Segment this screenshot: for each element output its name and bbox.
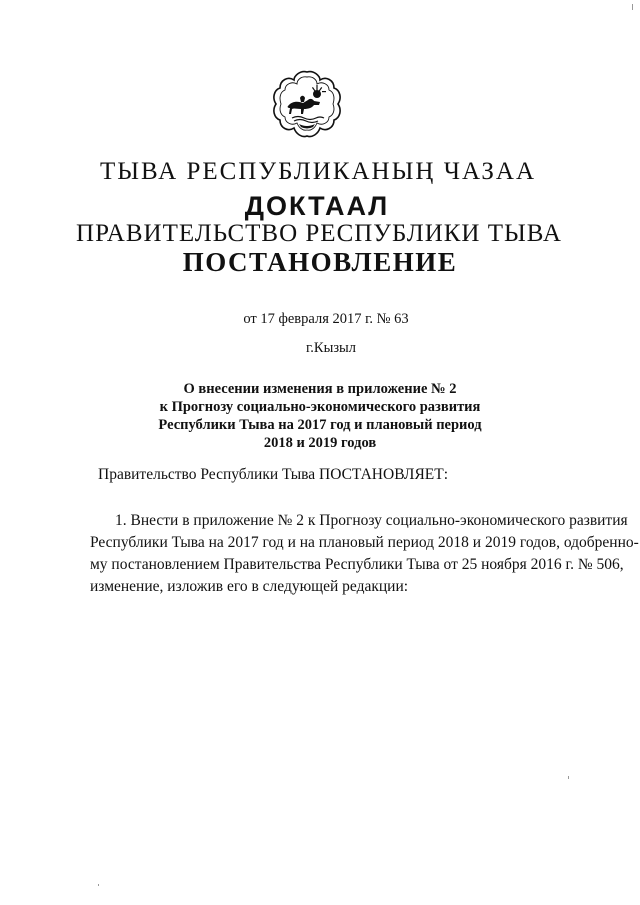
document-title: [0, 380, 640, 452]
scan-mark: [98, 884, 99, 886]
title-line: О внесении изменения в приложение № 2: [183, 381, 457, 397]
header-resolution: ПОСТАНОВЛЕНИЕ: [182, 247, 458, 277]
header-doktaal: ДОКТААЛ: [244, 191, 390, 221]
coat-of-arms-tuva-icon: [270, 68, 344, 140]
paragraph-line: Республики Тыва на 2017 год и на плановый период 2018 и 2019 годов, одобренно-: [90, 534, 639, 551]
scan-mark: [568, 776, 569, 779]
paragraph-line: изменение, изложив его в следующей редакции:: [90, 578, 409, 595]
scan-mark: [632, 4, 633, 10]
document-date: от 17 февраля 2017 г. № 63: [243, 311, 409, 327]
title-line: к Прогнозу социально-экономического развития: [159, 399, 481, 415]
body-paragraph: [90, 510, 639, 598]
title-line: Республики Тыва на 2017 год и плановый период: [158, 417, 482, 433]
header-government: ПРАВИТЕЛЬСТВО РЕСПУБЛИКИ ТЫВА: [76, 220, 562, 247]
header-tuvan-government: ТЫВА РЕСПУБЛИКАНЫҢ ЧАЗАА: [99, 158, 537, 185]
title-line: 2018 и 2019 годов: [263, 435, 377, 451]
document-city: г.Кызыл: [305, 340, 357, 356]
intro-statement: Правительство Республики Тыва ПОСТАНОВЛЯЕТ:: [98, 466, 449, 483]
paragraph-line: 1. Внести в приложение № 2 к Прогнозу социально-экономического развития: [115, 512, 628, 529]
paragraph-line: му постановлением Правительства Республики Тыва от 25 ноября 2016 г. № 506,: [90, 556, 624, 573]
